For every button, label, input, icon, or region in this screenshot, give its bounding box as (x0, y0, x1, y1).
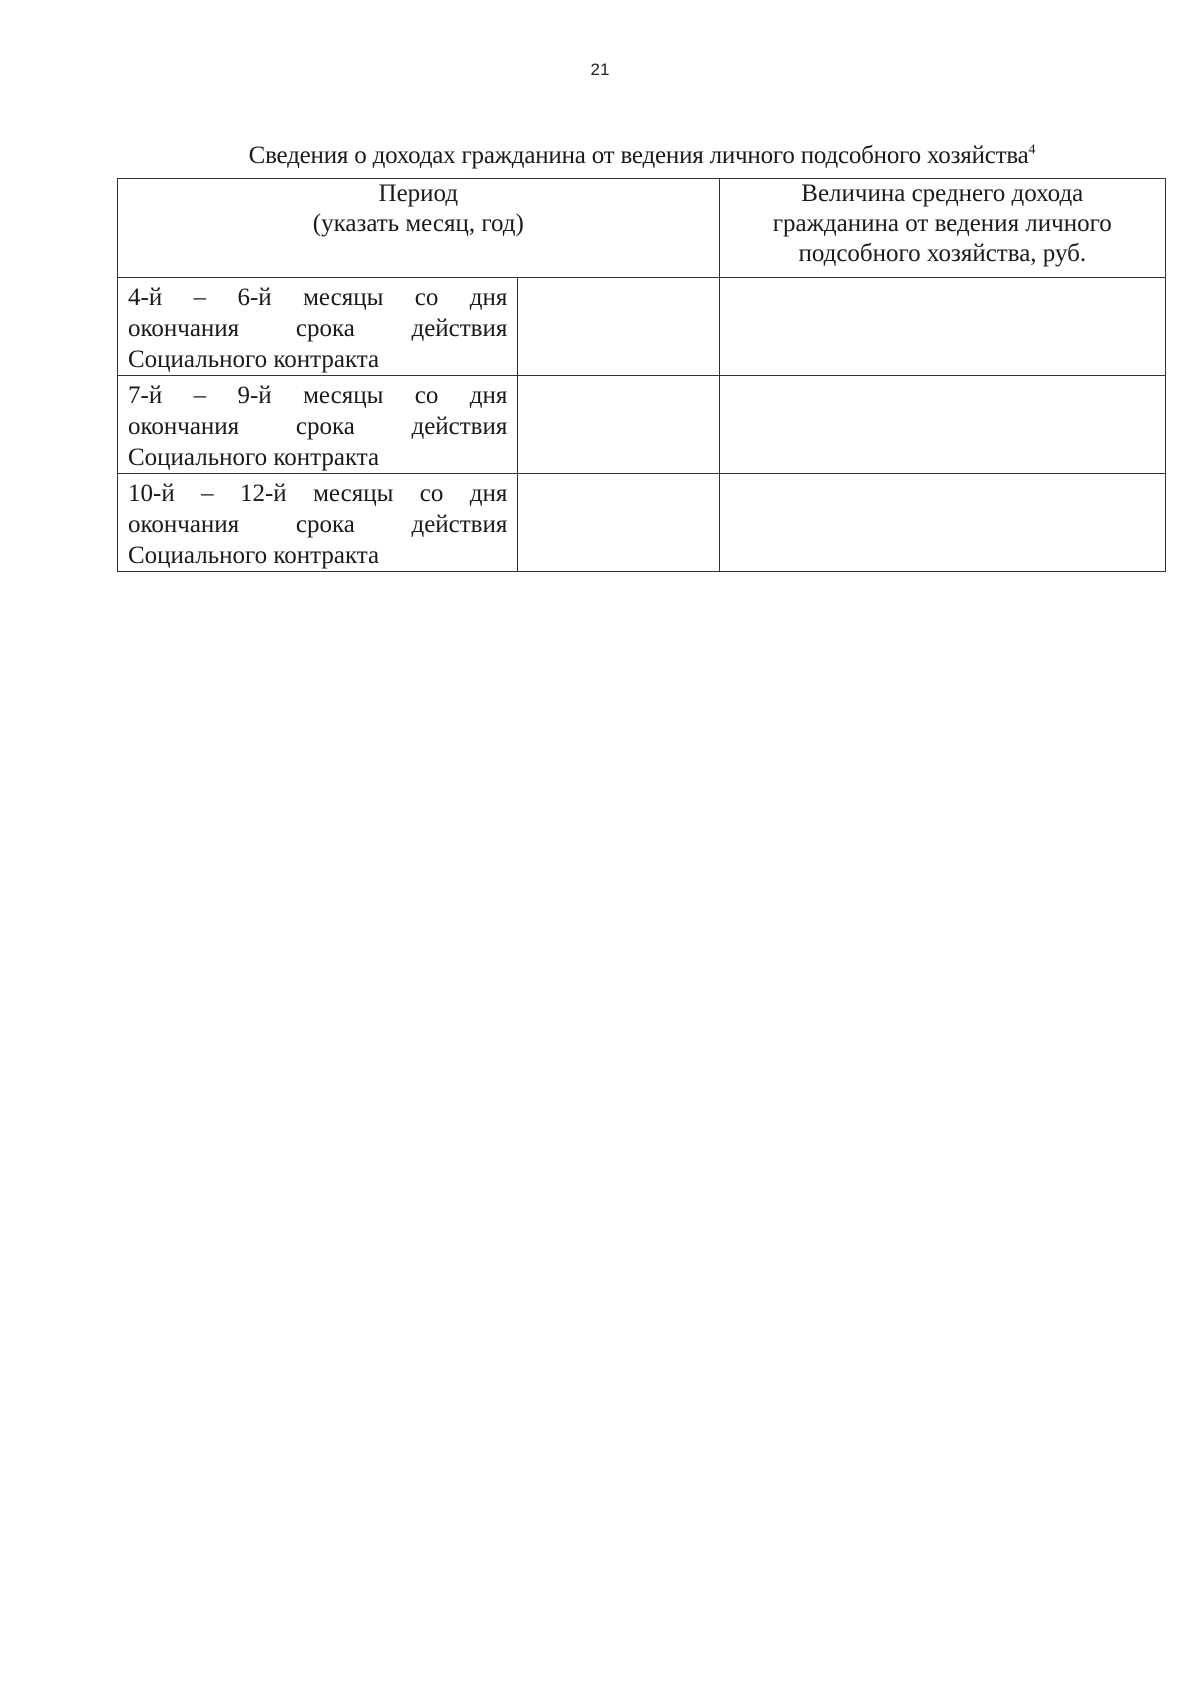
table-header-row (118, 179, 1166, 278)
period-value-cell[interactable] (518, 474, 719, 572)
header-period-hint: (указать месяц, год) (312, 210, 524, 237)
period-value-cell[interactable] (518, 376, 719, 474)
table-title (117, 142, 1167, 170)
income-value-cell[interactable] (719, 278, 1165, 376)
income-table (117, 178, 1166, 572)
header-period (118, 179, 720, 278)
period-label-line: Социального контракта (128, 444, 380, 471)
income-value-cell[interactable] (719, 474, 1165, 572)
table-row (118, 278, 1166, 376)
period-label-line: окончания срока действия (128, 315, 508, 342)
title-footnote-marker: 4 (1028, 142, 1036, 158)
period-label-line: окончания срока действия (128, 413, 508, 440)
period-label-line: 10-й – 12-й месяцы со дня (128, 480, 508, 507)
period-value-cell[interactable] (518, 278, 719, 376)
period-label-line: окончания срока действия (128, 511, 508, 538)
header-income-line-3: подсобного хозяйства, руб. (798, 240, 1087, 267)
period-label-line: 4-й – 6-й месяцы со дня (128, 284, 508, 311)
header-income (719, 179, 1165, 278)
header-period-title: Период (378, 180, 459, 207)
period-label-line: Социального контракта (128, 542, 380, 569)
period-label-line: 7-й – 9-й месяцы со дня (128, 382, 508, 409)
table-row (118, 376, 1166, 474)
period-label-cell (118, 278, 518, 376)
period-label-cell (118, 376, 518, 474)
table-title-text: Сведения о доходах гражданина от ведения личного подсобного хозяйства (248, 142, 1029, 169)
page-number: 21 (590, 60, 610, 79)
period-label-cell (118, 474, 518, 572)
header-income-line-2: гражданина от ведения личного (772, 210, 1112, 237)
period-label-line: Социального контракта (128, 346, 380, 373)
income-value-cell[interactable] (719, 376, 1165, 474)
table-row (118, 474, 1166, 572)
header-income-line-1: Величина среднего дохода (801, 180, 1084, 207)
